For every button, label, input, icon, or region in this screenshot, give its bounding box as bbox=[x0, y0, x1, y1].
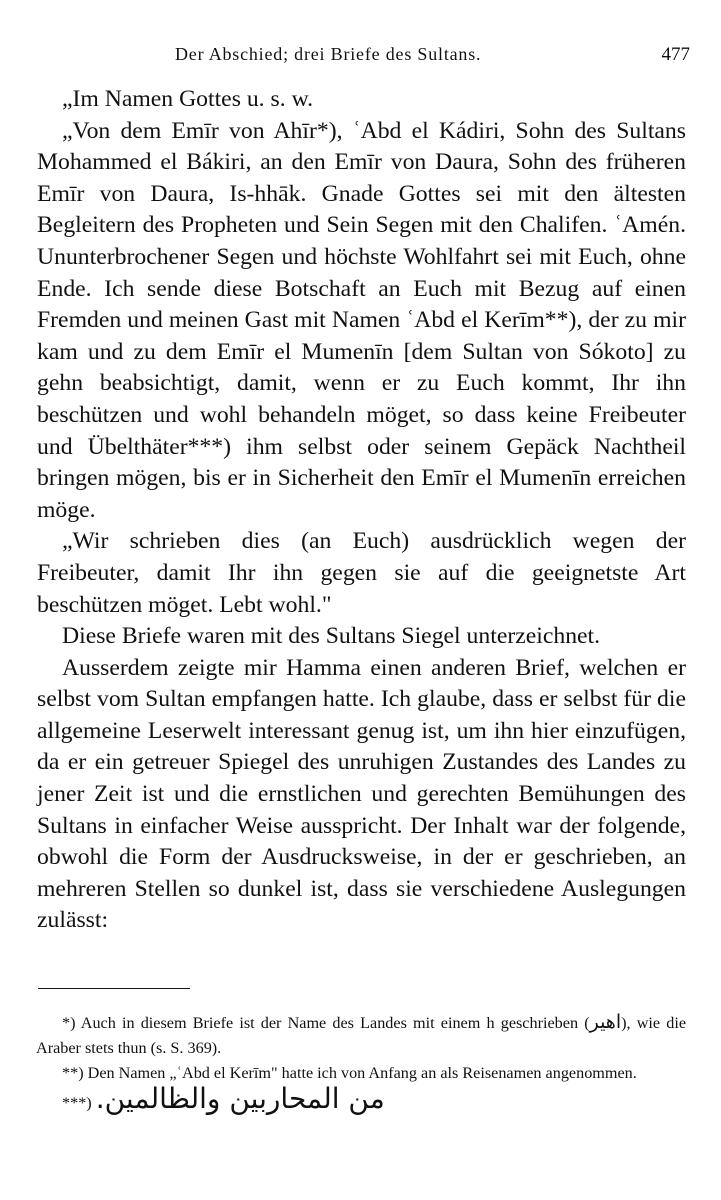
footnote-1-tail: ), wie die Araber stets thun (s. S. 369). bbox=[36, 1014, 687, 1057]
paragraph-letter-body: „Von dem Emīr von Ahīr*), ʿAbd el Kádiri, Sohn des Sultans Mohammed el Bákiri, an den Emīr von Daura, Sohn des früheren Emīr von Daura, Is-hhāk. Gnade Gottes sei mit den ältesten Begleitern des Propheten und Sein Segen mit den Chalifen. ʿAmén. Ununterbrochener Segen und höchste Wohlfahrt sei mit Euch, ohne Ende. Ich sende diese Botschaft an Euch mit Bezug auf einen Fremden und meinen Gast mit Namen ʿAbd el Kerīm**), der zu mir kam und zu dem Emīr el Mumenīn [dem Sultan von Sókoto] zu gehn beabsichtigt, damit, wenn er zu Euch kommt, Ihr ihn beschützen und wohl behandeln möget, so dass keine Freibeuter und Übelthäter***) ihm selbst oder seinem Gepäck Nachtheil bringen mögen, bis er in Sicherheit den Emīr el Mumenīn erreichen möge. bbox=[37, 117, 686, 523]
footnote-3-arabic: من المحاربين والظالمين. bbox=[95, 1082, 385, 1115]
footnote-1-text: Auch in diesem Briefe ist der Name des Landes mit einem h geschrieben ( bbox=[80, 1014, 590, 1032]
footnote-1-arabic: اهير bbox=[589, 1011, 622, 1033]
paragraph-letter-closing: „Wir schrieben dies (an Euch) ausdrücklich wegen der Freibeuter, damit Ihr ihn gegen sie auf die geeignetste Art beschützen möget. Lebt wohl." bbox=[37, 528, 686, 618]
page-number: 477 bbox=[661, 44, 690, 65]
footnote-divider bbox=[38, 988, 190, 989]
footnotes bbox=[36, 1010, 686, 1116]
footnote-1-mark: *) bbox=[62, 1014, 76, 1032]
footnote-3 bbox=[36, 1082, 686, 1116]
paragraph-seal-note: Diese Briefe waren mit des Sultans Siegel unterzeichnet. bbox=[62, 623, 601, 650]
main-text bbox=[37, 84, 686, 937]
footnote-1 bbox=[36, 1010, 686, 1061]
page-header bbox=[40, 44, 690, 72]
running-title: Der Abschied; drei Briefe des Sultans. bbox=[175, 44, 482, 64]
footnote-2-text: Den Namen „ʿAbd el Kerīm" hatte ich von Anfang an als Reisenamen angenommen. bbox=[87, 1064, 637, 1082]
footnote-3-mark: ***) bbox=[62, 1094, 92, 1112]
footnote-2-mark: **) bbox=[62, 1064, 84, 1082]
paragraph-another-letter: Ausserdem zeigte mir Hamma einen anderen Brief, welchen er selbst vom Sultan empfangen hatte. Ich glaube, dass er selbst für die allgemeine Leserwelt interessant genug ist, um ihn hier einzufügen, da er ein getreuer Spiegel des unruhigen Zustandes des Landes zu jener Zeit ist und die ernstlichen und gerechten Bemühungen des Sultans in einfacher Weise ausspricht. Der Inhalt war der folgende, obwohl die Form der Ausdrucksweise, in der er geschrieben, an mehreren Stellen so dunkel ist, dass sie verschiedene Auslegungen zulässt: bbox=[37, 654, 686, 934]
paragraph-salutation: „Im Namen Gottes u. s. w. bbox=[62, 86, 314, 112]
